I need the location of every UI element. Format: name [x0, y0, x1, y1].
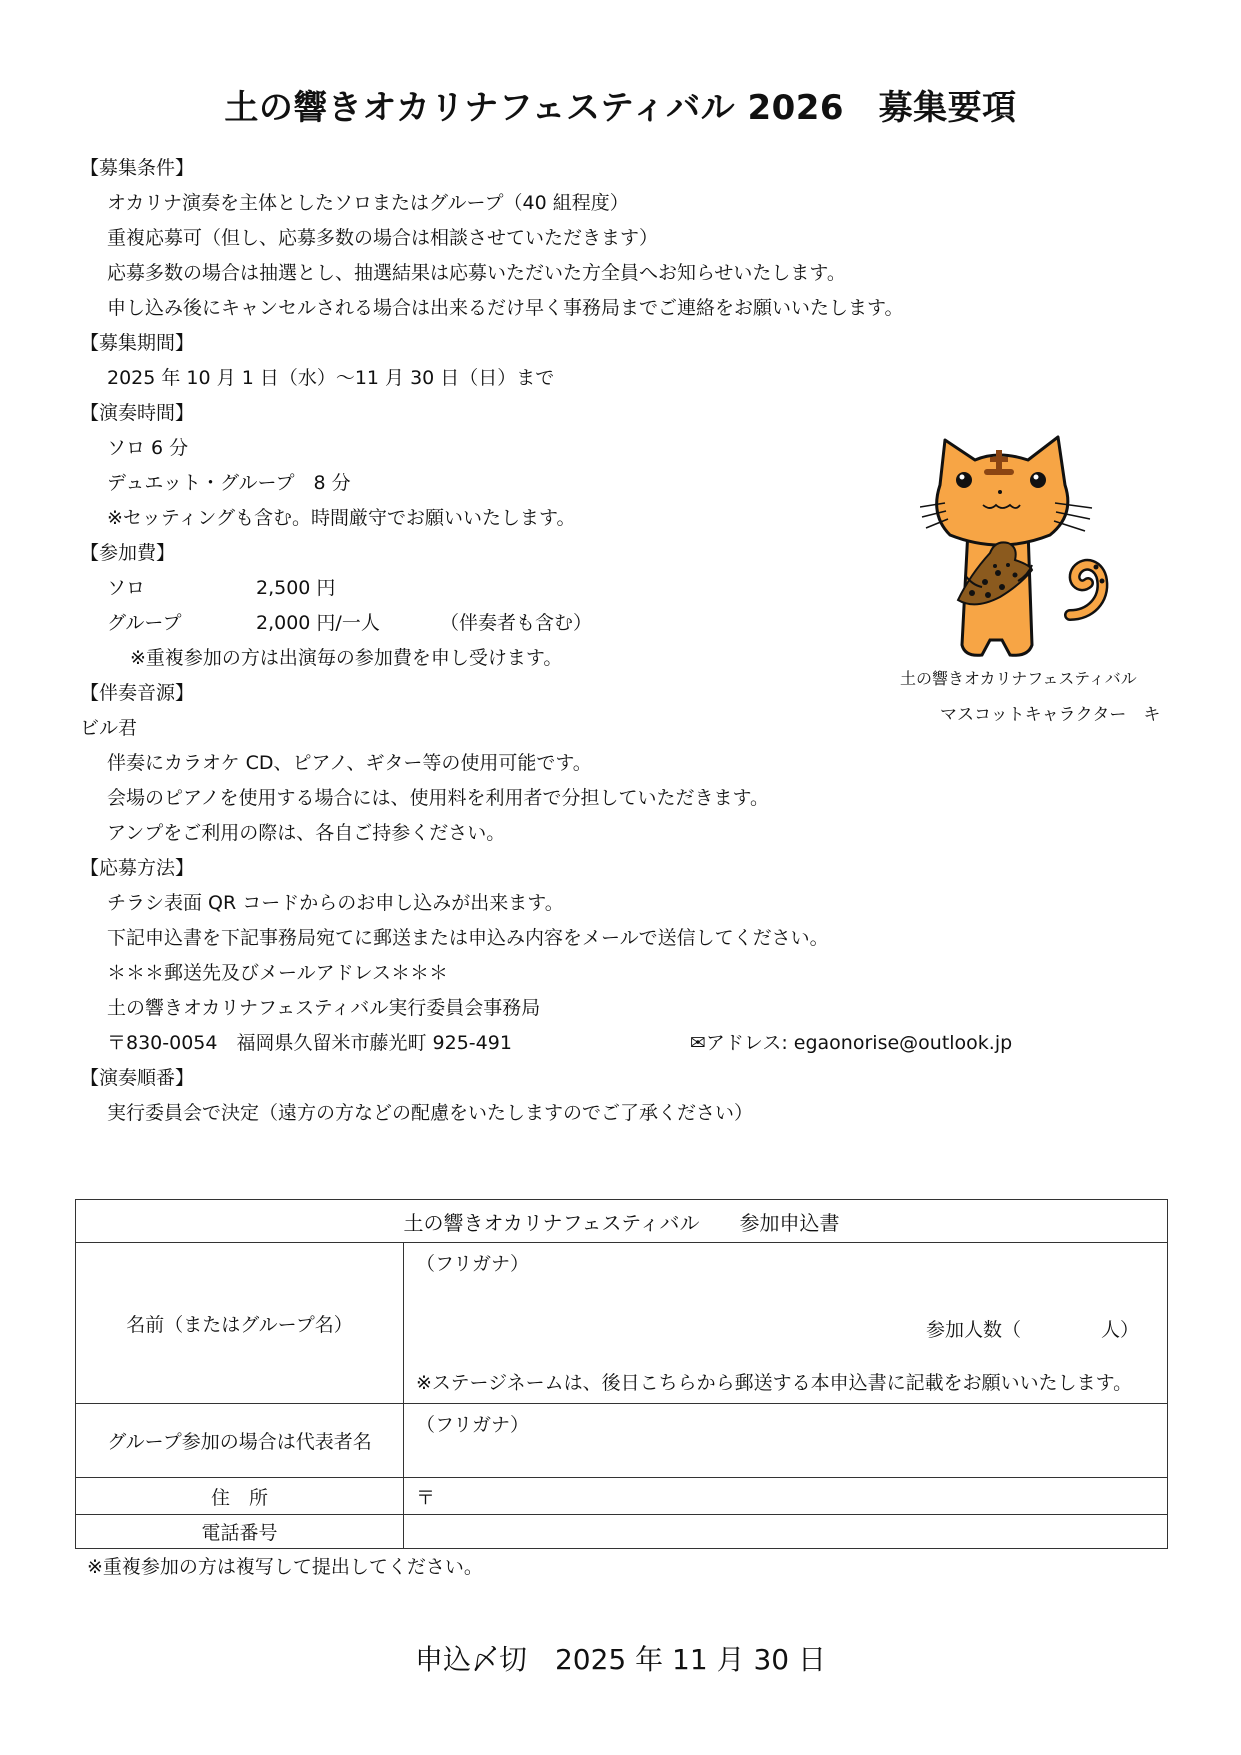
- section-heading-conditions: 【募集条件】: [80, 157, 195, 179]
- name-label: 名前（またはグループ名）: [76, 1243, 404, 1404]
- order-line: 実行委員会で決定（遠方の方などの配慮をいたしますのでご了承ください）: [107, 1102, 754, 1124]
- application-form-table: [75, 1199, 1168, 1549]
- fee-group-label: グループ: [107, 612, 182, 634]
- fee-group-value: 2,000 円/一人: [256, 612, 380, 634]
- furigana-label: （フリガナ）: [416, 1414, 530, 1436]
- postal-mark: 〒: [416, 1486, 436, 1509]
- section-heading-method: 【応募方法】: [80, 857, 195, 879]
- method-line: 下記申込書を下記事務局宛てに郵送または申込み内容をメールで送信してください。: [107, 927, 829, 949]
- office-email[interactable]: ✉アドレス: egaonorise@outlook.jp: [690, 1032, 1013, 1054]
- period-line: 2025 年 10 月 1 日（水）～11 月 30 日（日）まで: [107, 367, 555, 389]
- participant-count-label: 参加人数（: [925, 1319, 1021, 1341]
- method-line: ＊＊＊郵送先及びメールアドレス＊＊＊: [107, 962, 449, 984]
- section-heading-time: 【演奏時間】: [80, 402, 195, 424]
- phone-label: 電話番号: [76, 1515, 404, 1549]
- mascot-caption: 土の響きオカリナフェスティバル: [900, 669, 1137, 688]
- form-title: 土の響きオカリナフェスティバル 参加申込書: [76, 1200, 1168, 1243]
- fee-note: ※重複参加の方は出演毎の参加費を申し受けます。: [130, 647, 563, 669]
- form-note: ※重複参加の方は複写して提出してください。: [87, 1556, 483, 1578]
- office-address: 〒830-0054 福岡県久留米市藤光町 925-491: [107, 1032, 512, 1054]
- furigana-label: （フリガナ）: [416, 1253, 530, 1275]
- stage-name-note: ※ステージネームは、後日こちらから郵送する本申込書に記載をお願いいたします。: [416, 1372, 1133, 1394]
- deadline: 申込〆切 2025 年 11 月 30 日: [414, 1643, 827, 1676]
- address-field[interactable]: [404, 1478, 1168, 1515]
- accompaniment-line: 伴奏にカラオケ CD、ピアノ、ギター等の使用可能です。: [107, 752, 592, 774]
- representative-label: グループ参加の場合は代表者名: [76, 1404, 404, 1478]
- name-field[interactable]: [404, 1243, 1168, 1404]
- section-heading-order: 【演奏順番】: [80, 1067, 195, 1089]
- condition-line: オカリナ演奏を主体としたソロまたはグループ（40 組程度）: [107, 192, 629, 214]
- mascot-caption-continued: ビル君: [80, 717, 138, 739]
- section-heading-period: 【募集期間】: [80, 332, 195, 354]
- accompaniment-line: 会場のピアノを使用する場合には、使用料を利用者で分担していただきます。: [107, 787, 769, 809]
- representative-field[interactable]: [404, 1404, 1168, 1478]
- time-line: ※セッティングも含む。時間厳守でお願いいたします。: [107, 507, 576, 529]
- method-line: チラシ表面 QR コードからのお申し込みが出来ます。: [107, 892, 564, 914]
- condition-line: 重複応募可（但し、応募多数の場合は相談させていただきます）: [107, 227, 659, 249]
- section-heading-fee: 【参加費】: [80, 542, 176, 564]
- page-title: 土の響きオカリナフェスティバル 2026 募集要項: [224, 88, 1017, 128]
- participant-count-unit: 人）: [1100, 1319, 1139, 1341]
- section-heading-accompaniment: 【伴奏音源】: [80, 682, 195, 704]
- phone-field[interactable]: [404, 1515, 1168, 1549]
- participant-count-field[interactable]: [926, 1315, 1139, 1342]
- accompaniment-line: アンプをご利用の際は、各自ご持参ください。: [107, 822, 506, 844]
- condition-line: 応募多数の場合は抽選とし、抽選結果は応募いただいた方全員へお知らせいたします。: [107, 262, 846, 284]
- fee-group-note: （伴奏者も含む）: [440, 612, 593, 634]
- fee-solo-label: ソロ: [107, 577, 146, 599]
- mascot-caption: マスコットキャラクター キ: [940, 705, 1161, 725]
- time-line: デュエット・グループ 8 分: [107, 472, 351, 494]
- fee-solo-value: 2,500 円: [256, 577, 336, 599]
- method-line: 土の響きオカリナフェスティバル実行委員会事務局: [107, 997, 541, 1019]
- mascot-cat-image: [920, 425, 1120, 660]
- time-line: ソロ 6 分: [107, 437, 189, 459]
- address-label: 住 所: [76, 1478, 404, 1515]
- condition-line: 申し込み後にキャンセルされる場合は出来るだけ早く事務局までご連絡をお願いいたします。: [107, 297, 904, 319]
